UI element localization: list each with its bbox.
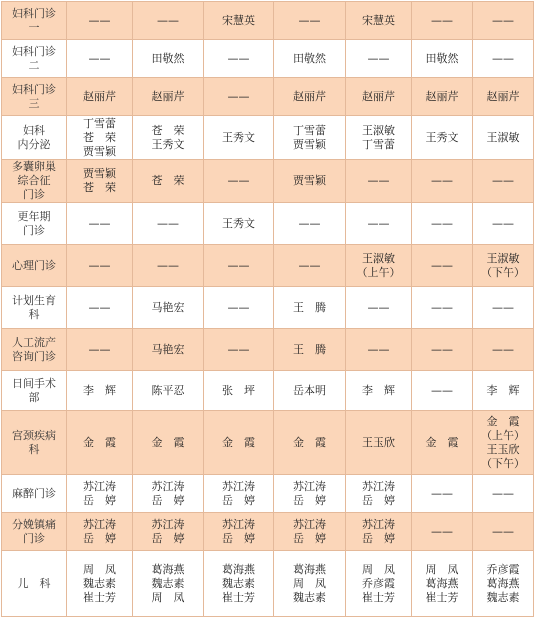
doctor-cell: 王淑敏 [473,116,534,160]
schedule-row [2,116,534,160]
schedule-row [2,245,534,287]
department-cell: 日间手术 部 [2,371,67,411]
doctor-cell: —— [67,329,133,371]
doctor-cell: 苏江涛 岳 婷 [346,475,412,513]
schedule-row [2,287,534,329]
doctor-cell: —— [133,245,204,287]
schedule-row [2,203,534,245]
doctor-cell: 田敬然 [133,40,204,78]
doctor-cell: —— [204,78,274,116]
doctor-cell: 王玉欣 [346,411,412,475]
doctor-cell: —— [133,203,204,245]
doctor-cell: 贾雪颖 苍 荣 [67,160,133,203]
department-cell: 妇科 内分泌 [2,116,67,160]
doctor-cell: —— [473,475,534,513]
schedule-row [2,329,534,371]
doctor-cell: 金 霞 （上午） 王玉欣 （下午） [473,411,534,475]
doctor-cell: 赵丽芹 [473,78,534,116]
doctor-cell: 贾雪颖 [274,160,346,203]
doctor-cell: 王淑敏 丁雪蕾 [346,116,412,160]
doctor-cell: 赵丽芹 [346,78,412,116]
department-cell: 妇科门诊 二 [2,40,67,78]
doctor-cell: —— [412,203,473,245]
department-cell: 分娩镇痛 门诊 [2,513,67,551]
doctor-cell: 王秀文 [204,116,274,160]
doctor-cell: —— [412,245,473,287]
doctor-cell: 王 腾 [274,287,346,329]
doctor-cell: 丁雪蕾 苍 荣 贾雪颖 [67,116,133,160]
doctor-cell: 马艳宏 [133,287,204,329]
schedule-row [2,160,534,203]
department-cell: 宫颈疾病 科 [2,411,67,475]
doctor-cell: 金 霞 [133,411,204,475]
doctor-cell: 金 霞 [274,411,346,475]
doctor-cell: —— [473,329,534,371]
doctor-cell: —— [346,287,412,329]
department-cell: 心理门诊 [2,245,67,287]
doctor-cell: 苏江涛 岳 婷 [346,513,412,551]
doctor-cell: 金 霞 [204,411,274,475]
department-cell: 人工流产 咨询门诊 [2,329,67,371]
schedule-row [2,371,534,411]
department-cell: 麻醉门诊 [2,475,67,513]
schedule-row [2,513,534,551]
doctor-cell: 李 辉 [473,371,534,411]
doctor-cell: 田敬然 [412,40,473,78]
doctor-cell: 苍 荣 王秀文 [133,116,204,160]
doctor-cell: 王淑敏 （下午） [473,245,534,287]
doctor-cell: —— [346,329,412,371]
doctor-cell: 赵丽芹 [274,78,346,116]
doctor-cell: —— [473,160,534,203]
doctor-cell: 王 腾 [274,329,346,371]
doctor-cell: 葛海燕 魏志素 周 凤 [133,551,204,617]
schedule-row [2,551,534,617]
doctor-cell: —— [274,2,346,40]
doctor-cell: 赵丽芹 [412,78,473,116]
doctor-cell: 赵丽芹 [133,78,204,116]
doctor-cell: —— [412,475,473,513]
schedule-row [2,2,534,40]
doctor-cell: —— [204,329,274,371]
schedule-row [2,78,534,116]
doctor-cell: —— [204,287,274,329]
doctor-cell: 苏江涛 岳 婷 [67,475,133,513]
doctor-cell: 苏江涛 岳 婷 [133,475,204,513]
doctor-cell: —— [204,245,274,287]
doctor-cell: —— [412,2,473,40]
doctor-cell: —— [412,513,473,551]
doctor-cell: 张 坪 [204,371,274,411]
doctor-cell: —— [473,40,534,78]
doctor-cell: —— [67,2,133,40]
department-cell: 妇科门诊 一 [2,2,67,40]
doctor-cell: 苏江涛 岳 婷 [204,475,274,513]
doctor-cell: 宋慧英 [346,2,412,40]
doctor-cell: 陈平忍 [133,371,204,411]
doctor-cell: —— [473,287,534,329]
doctor-cell: 王秀文 [204,203,274,245]
doctor-cell: 金 霞 [67,411,133,475]
doctor-cell: 宋慧英 [204,2,274,40]
doctor-cell: 李 辉 [346,371,412,411]
doctor-cell: —— [67,287,133,329]
doctor-cell: —— [67,203,133,245]
doctor-cell: —— [346,160,412,203]
department-cell: 计划生育 科 [2,287,67,329]
doctor-cell: 李 辉 [67,371,133,411]
doctor-cell: —— [412,160,473,203]
doctor-cell: —— [473,513,534,551]
doctor-cell: 王秀文 [412,116,473,160]
doctor-cell: 周 凤 乔彦霞 崔士芳 [346,551,412,617]
doctor-cell: 周 凤 葛海燕 崔士芳 [412,551,473,617]
doctor-cell: —— [412,329,473,371]
doctor-cell: —— [473,203,534,245]
doctor-cell: 王淑敏 （上午） [346,245,412,287]
doctor-cell: —— [274,203,346,245]
doctor-cell: 丁雪蕾 贾雪颖 [274,116,346,160]
schedule-row [2,475,534,513]
doctor-cell: 岳本明 [274,371,346,411]
department-cell: 儿 科 [2,551,67,617]
doctor-cell: —— [133,2,204,40]
doctor-cell: 田敬然 [274,40,346,78]
doctor-cell: 葛海燕 魏志素 崔士芳 [204,551,274,617]
doctor-cell: —— [412,287,473,329]
doctor-cell: 苏江涛 岳 婷 [274,513,346,551]
schedule-body [2,2,534,617]
doctor-cell: —— [473,2,534,40]
doctor-cell: —— [346,203,412,245]
doctor-cell: —— [412,371,473,411]
department-cell: 妇科门诊 三 [2,78,67,116]
doctor-cell: 周 凤 魏志素 崔士芳 [67,551,133,617]
doctor-cell: 苏江涛 岳 婷 [274,475,346,513]
doctor-cell: —— [274,245,346,287]
doctor-cell: —— [67,40,133,78]
schedule-row [2,40,534,78]
doctor-cell: 马艳宏 [133,329,204,371]
department-cell: 更年期 门诊 [2,203,67,245]
doctor-cell: —— [346,40,412,78]
doctor-cell: 苏江涛 岳 婷 [67,513,133,551]
department-cell: 多囊卵巢 综合征 门诊 [2,160,67,203]
doctor-cell: —— [204,40,274,78]
doctor-cell: 乔彦霞 葛海燕 魏志素 [473,551,534,617]
doctor-cell: 苍 荣 [133,160,204,203]
schedule-table [1,1,534,617]
doctor-cell: 金 霞 [412,411,473,475]
doctor-cell: —— [67,245,133,287]
doctor-cell: —— [204,160,274,203]
doctor-cell: 苏江涛 岳 婷 [133,513,204,551]
schedule-row [2,411,534,475]
doctor-cell: 葛海燕 周 凤 魏志素 [274,551,346,617]
doctor-cell: 赵丽芹 [67,78,133,116]
doctor-cell: 苏江涛 岳 婷 [204,513,274,551]
